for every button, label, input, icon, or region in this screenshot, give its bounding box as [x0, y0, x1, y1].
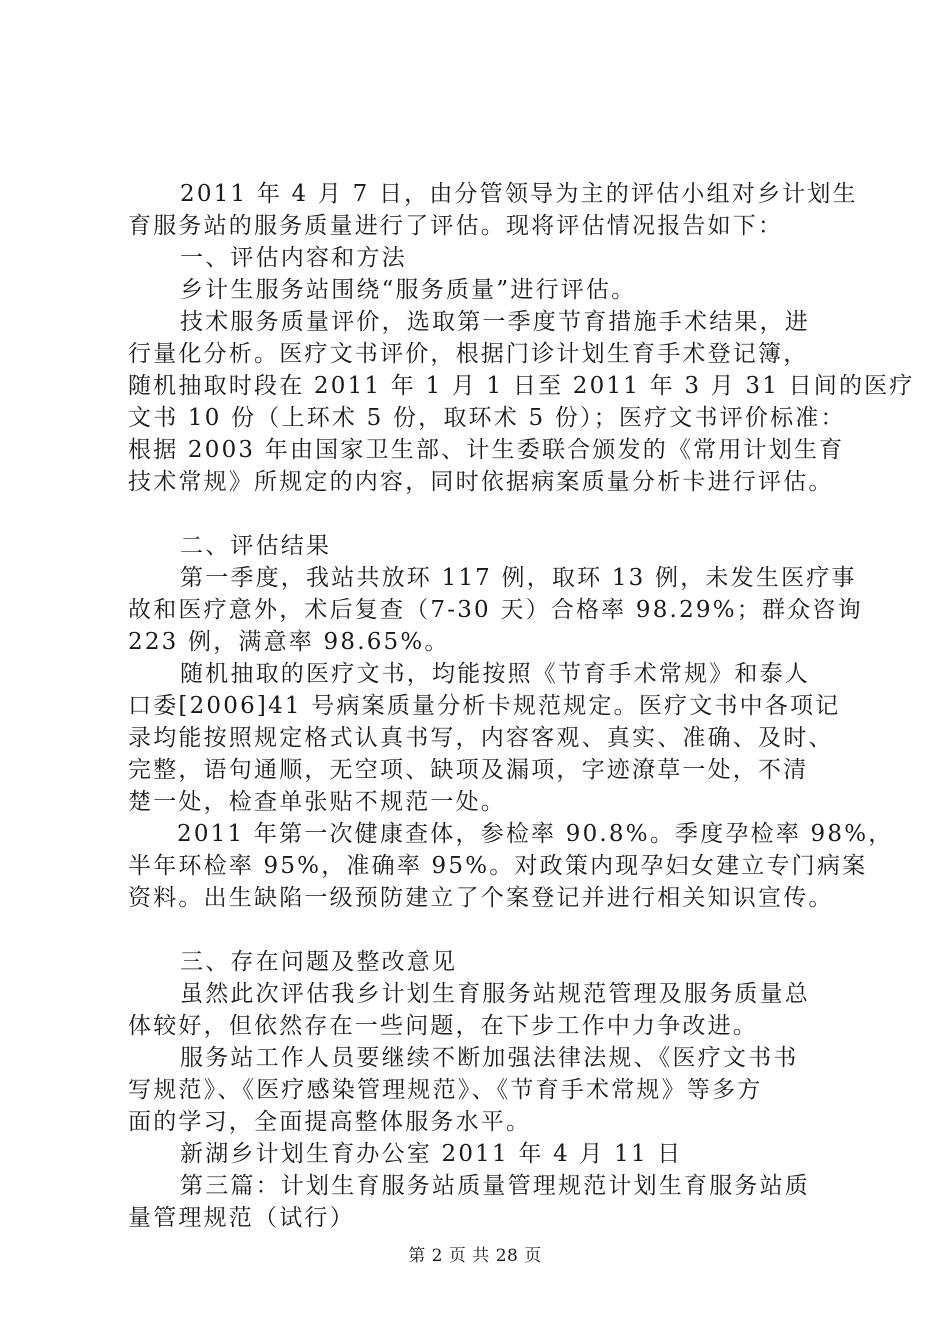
paragraph-line: 第三篇：计划生育服务站质量管理规范计划生育服务站质	[180, 1173, 810, 1199]
section-heading: 一、评估内容和方法	[180, 245, 407, 271]
paragraph-line: 技术常规》所规定的内容，同时依据病案质量分析卡进行评估。	[128, 469, 834, 495]
paragraph-line: 随机抽取时段在 2011 年 1 月 1 日至 2011 年 3 月 31 日间的医疗	[128, 373, 915, 399]
paragraph-line: 2011 年第一次健康查体，参检率 90.8%。季度孕检率 98%，	[177, 821, 894, 847]
blank-line	[128, 914, 840, 946]
paragraph-line: 育服务站的服务质量进行了评估。现将评估情况报告如下：	[128, 213, 784, 239]
section-heading: 三、存在问题及整改意见	[180, 949, 458, 975]
paragraph-line: 223 例，满意率 98.65%。	[128, 629, 450, 655]
paragraph-line: 虽然此次评估我乡计划生育服务站规范管理及服务质量总	[180, 981, 810, 1007]
paragraph-line: 服务站工作人员要继续不断加强法律法规、《医疗文书书	[180, 1045, 799, 1071]
paragraph-line: 完整，语句通顺，无空项、缺项及漏项，字迹潦草一处，不清	[128, 757, 809, 783]
page-number-footer: 第 2 页 共 28 页	[408, 1246, 542, 1266]
paragraph-line: 写规范》、《医疗感染管理规范》、《节育手术常规》等多方	[128, 1077, 763, 1103]
paragraph-line: 楚一处，检查单张贴不规范一处。	[128, 789, 506, 815]
paragraph-line: 乡计生服务站围绕“服务质量”进行评估。	[180, 277, 637, 303]
paragraph-line: 故和医疗意外，术后复查（7-30 天）合格率 98.29%；群众咨询	[128, 597, 863, 623]
paragraph-line: 量管理规范（试行）	[128, 1205, 355, 1231]
blank-line	[128, 498, 840, 530]
paragraph-line: 半年环检率 95%，准确率 95%。对政策内现孕妇女建立专门病案	[128, 853, 868, 879]
paragraph-line: 根据 2003 年由国家卫生部、计生委联合颁发的《常用计划生育	[128, 437, 845, 463]
paragraph-line: 面的学习，全面提高整体服务水平。	[128, 1109, 532, 1135]
paragraph-line: 资料。出生缺陷一级预防建立了个案登记并进行相关知识宣传。	[128, 885, 834, 911]
section-heading: 二、评估结果	[180, 533, 332, 559]
paragraph-line: 文书 10 份（上环术 5 份，取环术 5 份）；医疗文书评价标准：	[128, 405, 846, 431]
paragraph-line: 口委[2006]41 号病案质量分析卡规范规定。医疗文书中各项记	[128, 693, 841, 719]
document-body	[128, 178, 915, 1234]
paragraph-line: 技术服务质量评价，选取第一季度节育措施手术结果，进	[180, 309, 810, 335]
paragraph-line: 录均能按照规定格式认真书写，内容客观、真实、准确、及时、	[128, 725, 834, 751]
signature-line: 新湖乡计划生育办公室 2011 年 4 月 11 日	[180, 1141, 683, 1167]
paragraph-line: 行量化分析。医疗文书评价，根据门诊计划生育手术登记簿，	[128, 341, 809, 367]
paragraph-line: 体较好，但依然存在一些问题，在下步工作中力争改进。	[128, 1013, 758, 1039]
paragraph-line: 第一季度，我站共放环 117 例，取环 13 例，未发生医疗事	[180, 565, 857, 591]
paragraph-line: 2011 年 4 月 7 日，由分管领导为主的评估小组对乡计划生	[180, 181, 858, 207]
paragraph-line: 随机抽取的医疗文书，均能按照《节育手术常规》和泰人	[180, 661, 810, 687]
